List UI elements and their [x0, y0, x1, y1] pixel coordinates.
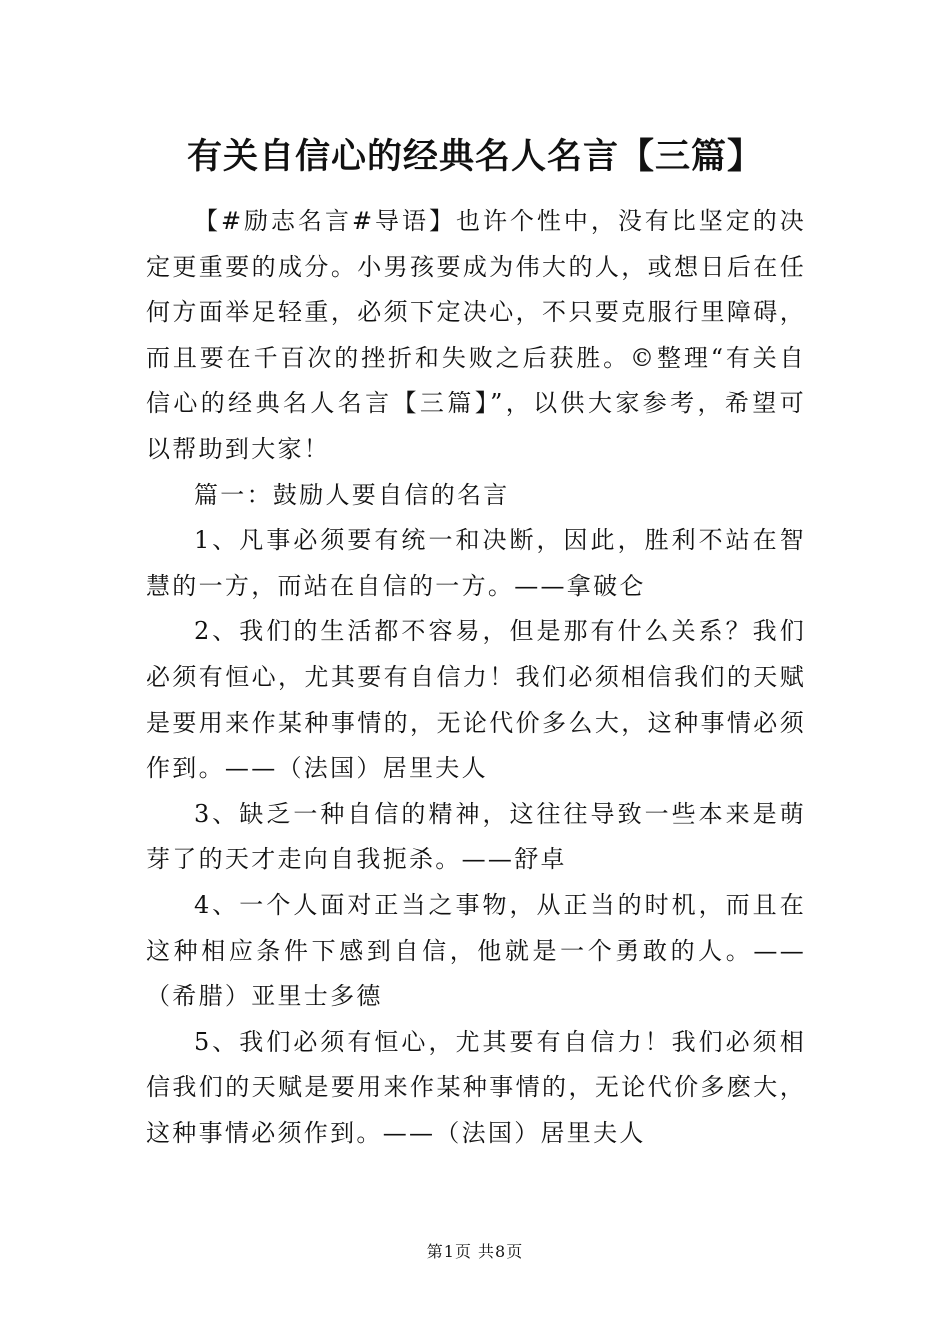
document-body [146, 199, 806, 1156]
quote-paragraph: 5、我们必须有恒心，尤其要有自信力！我们必须相信我们的天赋是要用来作某种事情的，无论代价多麽大，这种事情必须作到。——（法国）居里夫人 [146, 1027, 806, 1147]
quote-paragraph: 3、缺乏一种自信的精神，这往往导致一些本来是萌芽了的天才走向自我扼杀。——舒卓 [146, 799, 806, 874]
quote-paragraph: 1、凡事必须要有统一和决断，因此，胜利不站在智慧的一方，而站在自信的一方。——拿破仑 [146, 526, 806, 600]
quote-paragraph: 4、一个人面对正当之事物，从正当的时机，而且在这种相应条件下感到自信，他就是一个勇敢的人。——（希腊）亚里士多德 [146, 890, 806, 1011]
document-title: 有关自信心的经典名人名言【三篇】 [186, 136, 763, 177]
intro-paragraph: 【#励志名言#导语】也许个性中，没有比坚定的决定更重要的成分。小男孩要成为伟大的人，或想日后在任何方面举足轻重，必须下定决心，不只要克服行里障碍，而且要在千百次的挫折和失败之后获胜。©整理“有关自信心的经典名人名言【三篇】”，以供大家参考，希望可以帮助到大家！ [146, 207, 806, 463]
section-heading: 篇一：鼓励人要自信的名言 [194, 480, 510, 509]
page-number-footer: 第1页 共8页 [426, 1242, 524, 1261]
quote-paragraph: 2、我们的生活都不容易，但是那有什么关系？我们必须有恒心，尤其要有自信力！我们必须相信我们的天赋是要用来作某种事情的，无论代价多么大，这种事情必须作到。——（法国）居里夫人 [146, 617, 806, 783]
